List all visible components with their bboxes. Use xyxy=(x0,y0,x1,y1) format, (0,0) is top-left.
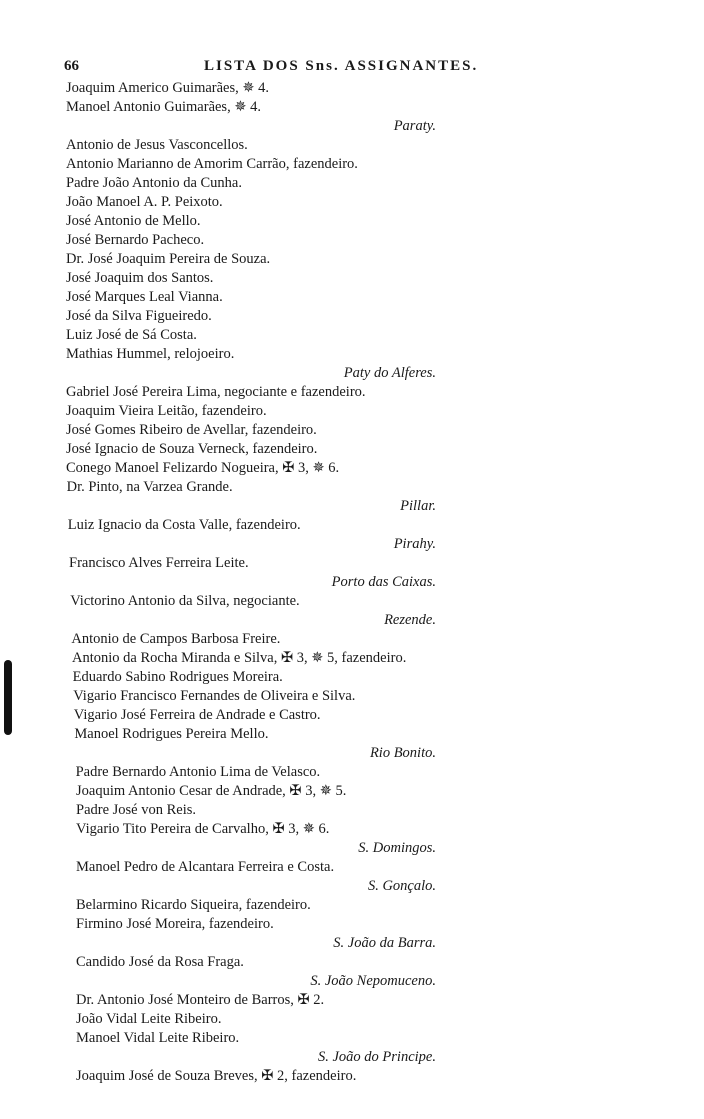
subscriber-entry: Vigario Francisco Fernandes de Oliveira e Silva. xyxy=(73,688,356,704)
subscriber-entry: José da Silva Figueiredo. xyxy=(66,308,212,324)
subscriber-entry: Antonio Marianno de Amorim Carrão, fazendeiro. xyxy=(66,156,358,172)
subscriber-entry: Dr. Antonio José Monteiro de Barros, ✠ 2. xyxy=(76,992,325,1008)
page-number: 66 xyxy=(64,58,79,74)
subscriber-entry: Gabriel José Pereira Lima, negociante e fazendeiro. xyxy=(66,384,366,400)
subscriber-entry: Padre Bernardo Antonio Lima de Velasco. xyxy=(75,764,321,780)
subscriber-entry: Francisco Alves Ferreira Leite. xyxy=(69,555,249,571)
subscriber-entry: Eduardo Sabino Rodrigues Moreira. xyxy=(72,669,283,685)
place-heading: Paraty. xyxy=(393,118,436,134)
subscriber-entry: Antonio de Campos Barbosa Freire. xyxy=(71,631,281,647)
subscriber-entry: Belarmino Ricardo Siqueira, fazendeiro. xyxy=(76,897,311,913)
subscriber-entry: Joaquim Vieira Leitão, fazendeiro. xyxy=(66,403,267,419)
subscriber-entry: Manoel Vidal Leite Ribeiro. xyxy=(76,1030,240,1046)
place-heading: Pirahy. xyxy=(393,536,436,552)
subscriber-entry: Candido José da Rosa Fraga. xyxy=(76,954,244,970)
place-heading: S. João Nepomuceno. xyxy=(310,973,436,989)
subscriber-entry: Joaquim Americo Guimarães, ✵ 4. xyxy=(66,80,270,96)
subscriber-entry: José Antonio de Mello. xyxy=(66,213,201,229)
place-heading: S. João da Barra. xyxy=(333,935,436,951)
subscriber-entry: Antonio de Jesus Vasconcellos. xyxy=(66,137,248,153)
page-title: LISTA DOS Sns. ASSIGNANTES. xyxy=(204,58,479,74)
place-heading: S. Gonçalo. xyxy=(367,878,436,894)
subscriber-entry: Joaquim José de Souza Breves, ✠ 2, fazendeiro. xyxy=(76,1068,357,1084)
place-heading: Pillar. xyxy=(400,498,436,514)
subscriber-entry: Padre João Antonio da Cunha. xyxy=(66,175,242,191)
place-heading: Rezende. xyxy=(384,612,436,628)
subscriber-entry: José Bernardo Pacheco. xyxy=(66,232,205,248)
subscriber-entry: Joaquim Antonio Cesar de Andrade, ✠ 3, ✵ 5. xyxy=(76,783,347,799)
subscriber-entry: Conego Manoel Felizardo Nogueira, ✠ 3, ✵ 6. xyxy=(66,460,340,476)
subscriber-entry: João Vidal Leite Ribeiro. xyxy=(76,1011,222,1027)
subscriber-entry: José Marques Leal Vianna. xyxy=(66,289,223,305)
subscriber-entry: Vigario José Ferreira de Andrade e Castro. xyxy=(73,707,321,723)
subscriber-entry: Antonio da Rocha Miranda e Silva, ✠ 3, ✵ 5, fazendeiro. xyxy=(72,650,407,666)
subscriber-entry: Mathias Hummel, relojoeiro. xyxy=(66,346,235,362)
subscriber-entry: Padre José von Reis. xyxy=(76,802,197,818)
subscriber-entry: Firmino José Moreira, fazendeiro. xyxy=(76,916,274,932)
subscriber-entry: José Joaquim dos Santos. xyxy=(66,270,214,286)
subscriber-entry: Dr. José Joaquim Pereira de Souza. xyxy=(66,251,271,267)
subscriber-entry: José Gomes Ribeiro de Avellar, fazendeiro. xyxy=(66,422,317,438)
subscriber-entry: Dr. Pinto, na Varzea Grande. xyxy=(66,479,233,495)
place-heading: S. Domingos. xyxy=(358,840,436,856)
subscriber-entry: João Manoel A. P. Peixoto. xyxy=(66,194,223,210)
subscriber-entry: Victorino Antonio da Silva, negociante. xyxy=(70,593,300,609)
subscriber-entry: Luiz Ignacio da Costa Valle, fazendeiro. xyxy=(67,517,301,533)
subscriber-entry: Manoel Rodrigues Pereira Mello. xyxy=(74,726,269,742)
subscriber-entry: Manoel Antonio Guimarães, ✵ 4. xyxy=(66,99,261,115)
place-heading: S. João do Principe. xyxy=(318,1049,436,1065)
subscriber-entry: Luiz José de Sá Costa. xyxy=(66,327,197,343)
place-heading: Porto das Caixas. xyxy=(331,574,436,590)
binding-mark xyxy=(4,660,12,735)
place-heading: Rio Bonito. xyxy=(369,745,436,761)
subscriber-list xyxy=(66,79,666,1086)
subscriber-entry: José Ignacio de Souza Verneck, fazendeiro. xyxy=(66,441,318,457)
place-heading: Paty do Alferes. xyxy=(343,365,436,381)
subscriber-entry: Manoel Pedro de Alcantara Ferreira e Costa. xyxy=(76,859,335,875)
subscriber-entry: Vigario Tito Pereira de Carvalho, ✠ 3, ✵ 6. xyxy=(76,821,330,837)
page-header xyxy=(64,58,534,80)
